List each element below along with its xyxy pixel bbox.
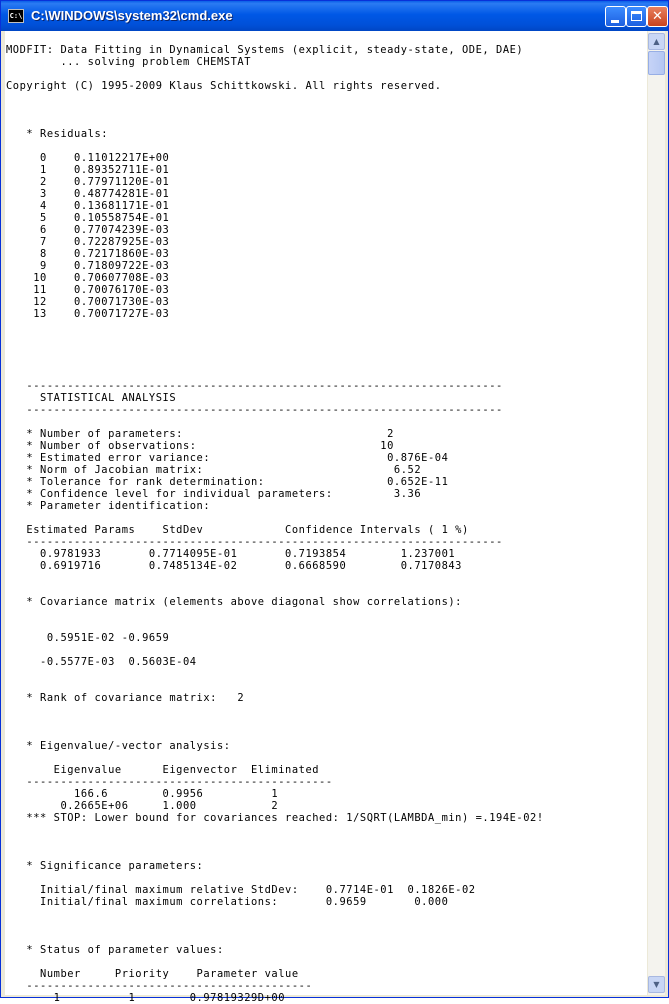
console-line: ----------------------------------------------------------------------: [6, 536, 503, 548]
console-line: -0.5577E-03 0.5603E-04: [6, 656, 197, 668]
console-line: 0.6919716 0.7485134E-02 0.6668590 0.7170843: [6, 560, 462, 572]
console-line: * Residuals:: [6, 128, 109, 140]
console-line: * Significance parameters:: [6, 860, 204, 872]
console-line: 3 0.48774281E-01: [6, 188, 170, 200]
console-output-area[interactable]: [5, 31, 647, 1004]
maximize-icon: [631, 11, 642, 21]
cmd-icon[interactable]: C:\: [8, 9, 24, 23]
console-line: Number Priority Parameter value: [6, 968, 299, 980]
console-line: 6 0.77074239E-03: [6, 224, 170, 236]
console-line: ----------------------------------------------------------------------: [6, 404, 503, 416]
console-line: Estimated Params StdDev Confidence Intervals ( 1 %): [6, 524, 469, 536]
console-line: ----------------------------------------------------------------------: [6, 380, 503, 392]
window-title: C:\WINDOWS\system32\cmd.exe: [31, 8, 233, 23]
console-line: *** STOP: Lower bound for covariances reached: 1/SQRT(LAMBDA_min) =.194E-02!: [6, 812, 544, 824]
console-line: 12 0.70071730E-03: [6, 296, 170, 308]
console-line: 7 0.72287925E-03: [6, 236, 170, 248]
console-line: 10 0.70607708E-03: [6, 272, 170, 284]
console-line: 8 0.72171860E-03: [6, 248, 170, 260]
console-line: * Tolerance for rank determination: 0.652E-11: [6, 476, 449, 488]
console-line: ---------------------------------------------: [6, 776, 333, 788]
console-line: 13 0.70071727E-03: [6, 308, 170, 320]
console-line: Initial/final maximum correlations: 0.9659 0.000: [6, 896, 449, 908]
scroll-thumb[interactable]: [648, 51, 665, 75]
console-line: 9 0.71809722E-03: [6, 260, 170, 272]
console-line: 4 0.13681171E-01: [6, 200, 170, 212]
console-line: 5 0.10558754E-01: [6, 212, 170, 224]
console-line: MODFIT: Data Fitting in Dynamical Systems (explicit, steady-state, ODE, DAE): [6, 44, 524, 56]
console-line: 0 0.11012217E+00: [6, 152, 170, 164]
console-line: ... solving problem CHEMSTAT: [6, 56, 252, 68]
console-line: Initial/final maximum relative StdDev: 0.7714E-01 0.1826E-02: [6, 884, 476, 896]
console-line: Copyright (C) 1995-2009 Klaus Schittkowski. All rights reserved.: [6, 80, 442, 92]
console-line: 0.5951E-02 -0.9659: [6, 632, 170, 644]
console-line: 166.6 0.9956 1: [6, 788, 279, 800]
console-line: * Number of parameters: 2: [6, 428, 394, 440]
minimize-button[interactable]: [605, 6, 626, 27]
console-output-text: [6, 44, 544, 1004]
console-line: * Estimated error variance: 0.876E-04: [6, 452, 449, 464]
console-line: * Status of parameter values:: [6, 944, 224, 956]
console-line: 1 0.89352711E-01: [6, 164, 170, 176]
console-line: * Eigenvalue/-vector analysis:: [6, 740, 231, 752]
maximize-button[interactable]: [626, 6, 647, 27]
console-line: 2 0.77971120E-01: [6, 176, 170, 188]
console-line: 11 0.70076170E-03: [6, 284, 170, 296]
console-line: Eigenvalue Eigenvector Eliminated: [6, 764, 320, 776]
console-line: * Rank of covariance matrix: 2: [6, 692, 245, 704]
console-line: * Number of observations: 10: [6, 440, 394, 452]
console-line: 1 1 0.97819329D+00: [6, 992, 286, 1004]
console-line: * Norm of Jacobian matrix: 6.52: [6, 464, 422, 476]
console-line: * Confidence level for individual parameters: 3.36: [6, 488, 422, 500]
scroll-down-arrow-icon[interactable]: ▼: [648, 976, 665, 993]
console-line: 0.2665E+06 1.000 2: [6, 800, 279, 812]
console-line: ------------------------------------------: [6, 980, 313, 992]
console-line: * Parameter identification:: [6, 500, 211, 512]
console-line: STATISTICAL ANALYSIS: [6, 392, 177, 404]
console-line: * Covariance matrix (elements above diagonal show correlations):: [6, 596, 462, 608]
minimize-icon: [611, 20, 619, 23]
title-bar[interactable]: [1, 1, 668, 31]
console-line: 0.9781933 0.7714095E-01 0.7193854 1.237001: [6, 548, 456, 560]
close-button[interactable]: ✕: [647, 6, 668, 27]
scroll-up-arrow-icon[interactable]: ▲: [648, 33, 665, 50]
vertical-scrollbar[interactable]: [648, 31, 665, 995]
